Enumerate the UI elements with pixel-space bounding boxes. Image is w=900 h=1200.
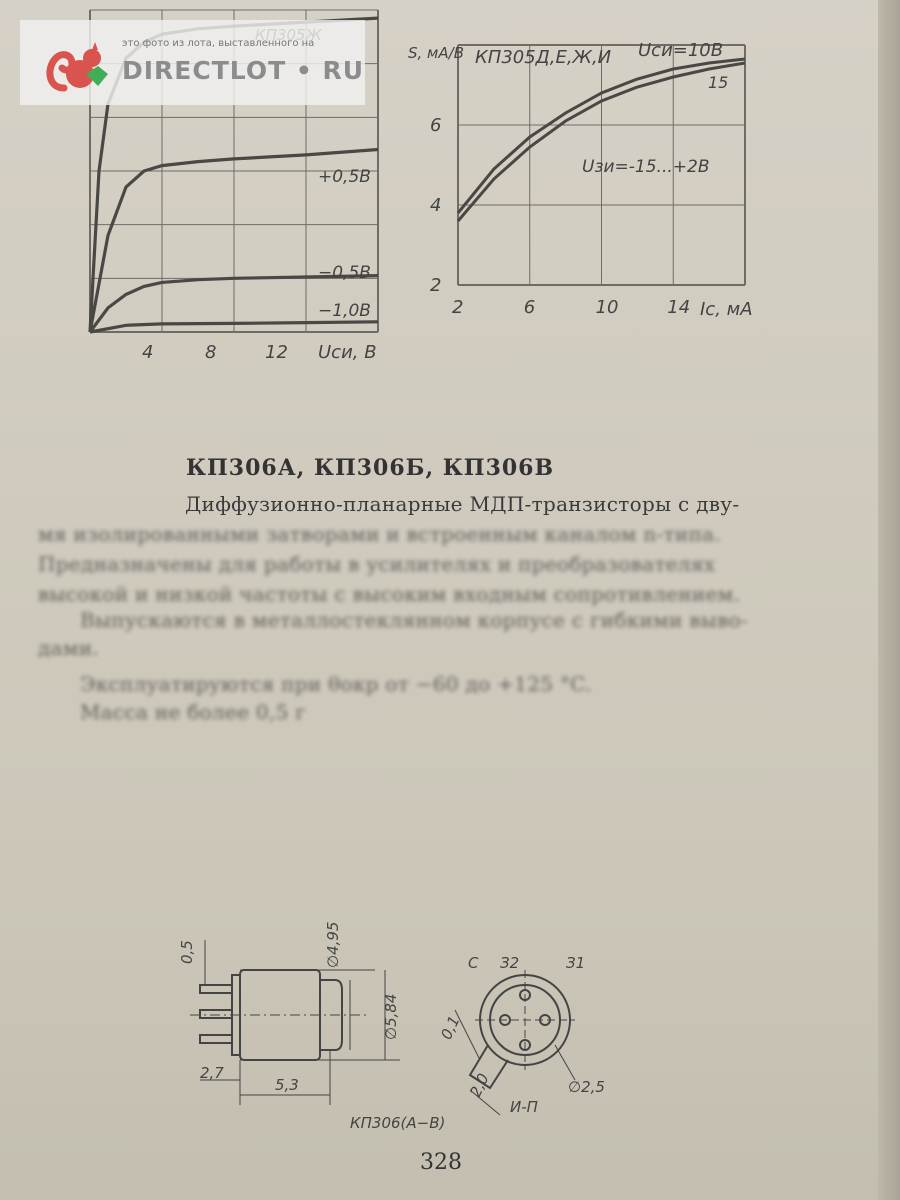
text-line-2-text: мя изолированными затворами и встроенным каналом n-типа.: [38, 522, 722, 546]
chart-left-xtick-4: 4: [142, 342, 154, 363]
page-number: 328: [420, 1150, 462, 1175]
section-title: КП306А, КП306Б, КП306В: [186, 455, 555, 481]
text-line-4: [38, 582, 740, 606]
book-gutter: [878, 0, 900, 1200]
chart-right-title: КП305Д,Е,Ж,И: [475, 47, 612, 68]
dim-27: 2,7: [200, 1064, 224, 1082]
chart-right-ytick-0: 2: [430, 275, 442, 296]
squirrel-logo-icon: [42, 38, 112, 96]
pin-z1: З1: [566, 954, 586, 972]
chart-right-xlabel: Iс, мА: [700, 299, 753, 320]
dim-d584: ∅5,84: [382, 993, 400, 1040]
chart-right-ytick-1: 4: [430, 195, 442, 216]
dim-20: 2,0: [466, 1070, 493, 1100]
pin-z2: З2: [500, 954, 520, 972]
chart-left-xlabel: Uси, В: [318, 342, 377, 363]
text-line-2: [38, 522, 721, 546]
chart-left-label-minus10: −1,0В: [318, 301, 371, 321]
dim-01: 0,1: [437, 1013, 464, 1043]
text-line-5-text: Выпускаются в металлостеклянном корпусе с гибкими выво-: [80, 608, 749, 632]
dim-53: 5,3: [275, 1076, 299, 1094]
chart-right-grid: [430, 45, 745, 318]
chart-left-label-minus05: −0,5В: [318, 263, 371, 283]
package-drawing: [170, 920, 630, 1140]
watermark-brand[interactable]: DIRECTLOT • RU: [122, 56, 365, 85]
diagram-caption: КП306(А−В): [350, 1114, 446, 1132]
pin-c: С: [468, 954, 479, 972]
chart-right-xtick-3: 14: [667, 297, 691, 318]
text-line-4-text: высокой и низкой частоты с высоким входным сопротивлением.: [38, 582, 741, 606]
chart-left-label-plus05: +0,5В: [318, 167, 371, 187]
text-line-3-text: Предназначены для работы в усилителях и преобразователях: [38, 552, 716, 576]
text-line-6: дами.: [38, 636, 99, 660]
text-line-7-text: Эксплуатируются при θокр от −60 до +125 °C.: [80, 672, 592, 696]
chart-right-xtick-2: 10: [595, 297, 619, 318]
text-line-3: [38, 552, 715, 576]
dim-d495: ∅4,95: [324, 921, 342, 968]
chart-left-xtick-12: 12: [265, 342, 288, 363]
chart-right-label-uzi: Uзи=-15...+2В: [582, 157, 710, 177]
chart-right: [400, 30, 780, 330]
chart-right-ytick-2: 6: [430, 115, 442, 136]
dim-05: 0,5: [178, 940, 196, 964]
watermark: [20, 20, 365, 105]
chart-left-xtick-8: 8: [205, 342, 217, 363]
pin-ip: И-П: [510, 1098, 538, 1116]
text-line-7: [80, 672, 592, 696]
text-line-1: Диффузионно-планарные МДП-транзисторы с дву-: [185, 492, 740, 516]
chart-right-xtick-0: 2: [452, 297, 464, 318]
watermark-caption: это фото из лота, выставленного на: [122, 38, 315, 49]
text-line-8: Масса не более 0,5 г: [80, 700, 307, 724]
chart-right-xtick-1: 6: [523, 297, 536, 318]
chart-right-ylabel: S, мА/В: [408, 44, 464, 62]
chart-right-label-10v: Uси=10В: [638, 40, 724, 61]
text-line-5: [80, 608, 748, 632]
chart-right-label-15: 15: [708, 73, 729, 92]
dim-d25: ∅2,5: [568, 1078, 605, 1096]
